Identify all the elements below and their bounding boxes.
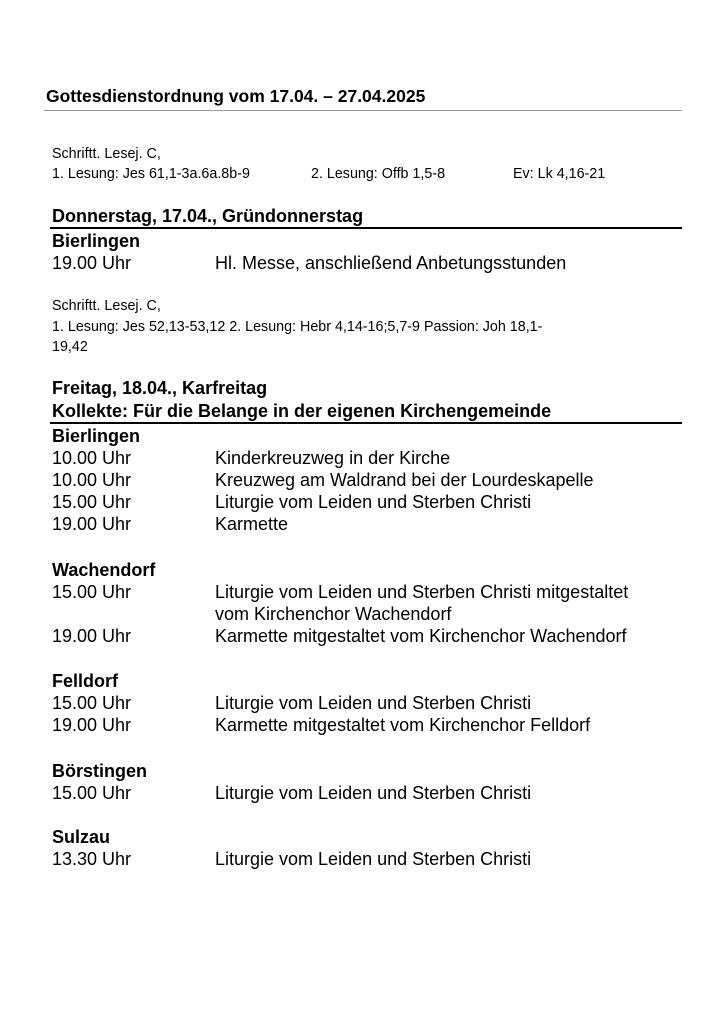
service-row: [52, 253, 692, 275]
service-description: Hl. Messe, anschließend Anbetungsstunden: [215, 253, 567, 273]
service-time: 15.00 Uhr: [52, 582, 132, 602]
service-row: [52, 582, 692, 604]
readings-line: 19,42: [52, 339, 88, 355]
service-time: 15.00 Uhr: [52, 693, 132, 713]
service-description: vom Kirchenchor Wachendorf: [215, 604, 452, 624]
service-time: 19.00 Uhr: [52, 715, 132, 735]
kollekte-note: Kollekte: Für die Belange in der eigenen Kirchengemeinde: [52, 401, 552, 421]
service-time: 19.00 Uhr: [52, 626, 132, 646]
service-time: 19.00 Uhr: [52, 253, 132, 273]
readings-intro: Schriftt. Lesej. C,: [52, 146, 161, 162]
day-divider: [50, 422, 682, 424]
service-row: [52, 715, 692, 737]
readings-intro: Schriftt. Lesej. C,: [52, 298, 161, 314]
location-heading: Wachendorf: [52, 560, 156, 580]
reading-evangelium: Ev: Lk 4,16-21: [513, 166, 606, 182]
day-heading-gruendonnerstag: Donnerstag, 17.04., Gründonnerstag: [52, 206, 364, 226]
service-description: Liturgie vom Leiden und Sterben Christi: [215, 783, 532, 803]
readings-line: 1. Lesung: Jes 52,13-53,12 2. Lesung: Hebr 4,14-16;5,7-9 Passion: Joh 18,1-: [52, 319, 543, 335]
service-description: Liturgie vom Leiden und Sterben Christi mitgestaltet: [215, 582, 629, 602]
service-row: [52, 492, 692, 514]
service-row: [52, 626, 692, 648]
service-description: Liturgie vom Leiden und Sterben Christi: [215, 693, 532, 713]
service-description: Kreuzweg am Waldrand bei der Lourdeskapelle: [215, 470, 594, 490]
service-row: [52, 693, 692, 715]
service-description: Kinderkreuzweg in der Kirche: [215, 448, 451, 468]
service-row: [52, 470, 692, 492]
location-heading: Felldorf: [52, 671, 118, 691]
service-time: 19.00 Uhr: [52, 514, 132, 534]
service-description: Liturgie vom Leiden und Sterben Christi: [215, 849, 532, 869]
service-time: 15.00 Uhr: [52, 783, 132, 803]
service-time: 13.30 Uhr: [52, 849, 132, 869]
service-description: Karmette mitgestaltet vom Kirchenchor Wachendorf: [215, 626, 627, 646]
reading-lesung-1: 1. Lesung: Jes 61,1-3a.6a.8b-9: [52, 166, 250, 182]
service-description: Karmette mitgestaltet vom Kirchenchor Felldorf: [215, 715, 591, 735]
reading-lesung-2: 2. Lesung: Offb 1,5-8: [311, 166, 446, 182]
service-row: [52, 783, 692, 805]
service-time: 10.00 Uhr: [52, 448, 132, 468]
service-row: [52, 514, 692, 536]
day-divider: [50, 227, 682, 229]
service-time: 10.00 Uhr: [52, 470, 132, 490]
title-divider: [44, 110, 682, 111]
service-description: Karmette: [215, 514, 289, 534]
location-heading: Bierlingen: [52, 426, 141, 446]
location-heading: Sulzau: [52, 827, 111, 847]
day-heading-karfreitag: Freitag, 18.04., Karfreitag: [52, 378, 268, 398]
location-heading: Bierlingen: [52, 231, 141, 251]
service-row: [52, 849, 692, 871]
service-row: [52, 448, 692, 470]
service-description: Liturgie vom Leiden und Sterben Christi: [215, 492, 532, 512]
service-row-continuation: [52, 604, 692, 626]
service-time: 15.00 Uhr: [52, 492, 132, 512]
location-heading: Börstingen: [52, 761, 148, 781]
page-title: Gottesdienstordnung vom 17.04. – 27.04.2025: [46, 86, 426, 106]
